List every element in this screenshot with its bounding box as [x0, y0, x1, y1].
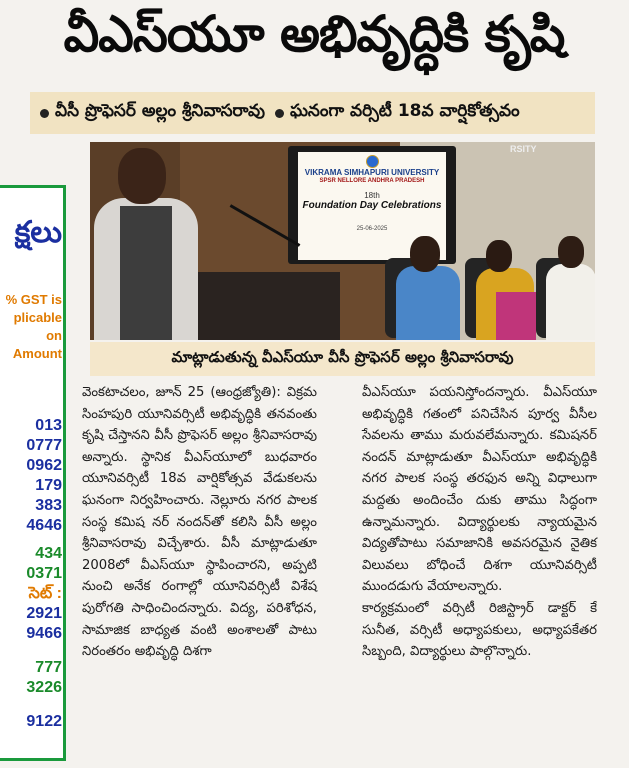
headline: వీఎస్‌యూ అభివృద్ధికి కృషి — [63, 4, 565, 63]
ad-number: 013 — [35, 417, 62, 434]
article-column-left — [82, 382, 317, 663]
person-figure — [546, 264, 595, 340]
ad-number: 0371 — [26, 565, 62, 582]
ad-number: 0962 — [26, 457, 62, 474]
ad-number: 2921 — [26, 605, 62, 622]
ad-number: 3226 — [26, 679, 62, 696]
photo-wall-text: RSITY — [510, 144, 537, 154]
ad-number: 383 — [35, 497, 62, 514]
person-head — [486, 240, 512, 272]
university-logo-icon — [366, 155, 379, 168]
ad-number-label: సెట్ : — [28, 585, 62, 602]
subhead-item-anniversary: ఘనంగా వర్సిటీ 18వ వార్షికోత్సవం — [289, 101, 520, 121]
ad-number: 9466 — [26, 625, 62, 642]
ad-number: 434 — [35, 545, 62, 562]
photo-caption: మాట్లాడుతున్న వీఎస్‌యూ వీసీ ప్రొఫెసర్ అల్లం శ్రీనివాసరావు — [90, 342, 595, 376]
article-paragraph: కార్యక్రమంలో వర్సిటీ రిజిస్ట్రార్ డాక్టర్ కే సునీత, వర్సిటీ అధ్యాపకులు, అధ్యాపకేతర సిబ్బంది, విద్యార్థులు పాల్గొన్నారు. — [362, 600, 597, 660]
ad-heading: క్షలు — [14, 216, 62, 249]
ad-number: 4646 — [26, 517, 62, 534]
event-photo — [90, 142, 595, 340]
article-paragraph: వీఎస్‌యూ పయనిస్తోందన్నారు. వీఎస్‌యూ అభివృద్ధికి గతంలో పనిచేసిన పూర్వ వీసీల సేవలను తాము మరువలేమన్నారు. కమిషనర్ నందన్ మాట్లాడుతూ వీఎస్‌యూ అభివృద్ధికి నగర పాలక సంస్థ తరఫున అన్ని విధాలుగా మద్దతు అందించేం దుకు తాము సిద్ధంగా ఉన్నామన్నారు. విద్యార్థులకు న్యాయమైన విద్యతోపాటు సమాజానికి అవసరమైన నైతిక విలువలు బోధించే దిశగా యూనివర్సిటీ ముందడుగు వేయాలన్నారు. — [362, 385, 597, 595]
person-head — [558, 236, 584, 268]
ad-line: on — [46, 328, 62, 343]
speaker-head — [118, 148, 166, 204]
article-paragraph: వెంకటాచలం, జూన్ 25 (ఆంధ్రజ్యోతి): విక్రమ సింహపురి యూనివర్సిటీ అభివృద్ధికి తనవంతు కృషి చేస్తానని వీసీ ప్రొఫెసర్ అల్లం శ్రీనివాసరావు అన్నారు. స్థానిక వీఎస్‌యూలో బుధవారం యూనివర్సిటీ 18వ వార్షికోత్సవ వేడుకలను ఘనంగా నిర్వహించారు. నెల్లూరు నగర పాలక సంస్థ కమిష నర్ నందన్‌తో కలిసి వీసీ అల్లం శ్రీనివాసరావు విచ్చేశారు. వీసీ మాట్లాడుతూ 2008లో వీఎస్‌యూ స్థాపించారని, అప్పటి నుంచి అనేక రంగాల్లో యూనివర్సిటీ విశేష పురోగతి సాధించిందన్నారు. విద్య, పరిశోధన, సామాజిక బాధ్యత వంటి అంశాలతో పాటు నిరంతరం అభివృద్ధి దిశగా — [82, 385, 317, 660]
article-column-right — [362, 382, 597, 663]
slide-event: Foundation Day Celebrations — [302, 200, 442, 211]
subheadline-bar — [30, 92, 595, 134]
ad-line: plicable — [13, 310, 62, 325]
ad-line: % GST is — [5, 292, 62, 307]
ad-number: 777 — [35, 659, 62, 676]
subhead-item-vc: వీసీ ప్రొఫెసర్ అల్లం శ్రీనివాసరావు — [55, 101, 265, 121]
ad-line: Amount — [12, 346, 62, 361]
side-advertisement — [0, 185, 66, 761]
ad-number: 179 — [35, 477, 62, 494]
speaker-vest — [120, 206, 172, 340]
ad-number: 0777 — [26, 437, 62, 454]
slide-location: SPSR NELLORE ANDHRA PRADESH — [319, 178, 425, 184]
bullet-icon — [275, 109, 284, 118]
slide-university: VIKRAMA SIMHAPURI UNIVERSITY — [304, 168, 440, 177]
slide-ordinal: 18th — [364, 191, 380, 200]
bullet-icon — [40, 109, 49, 118]
ad-number: 9122 — [26, 713, 62, 730]
person-figure — [396, 266, 460, 340]
slide-date: 25-06-2025 — [356, 226, 388, 232]
person-head — [410, 236, 440, 272]
person-sari — [496, 292, 536, 340]
